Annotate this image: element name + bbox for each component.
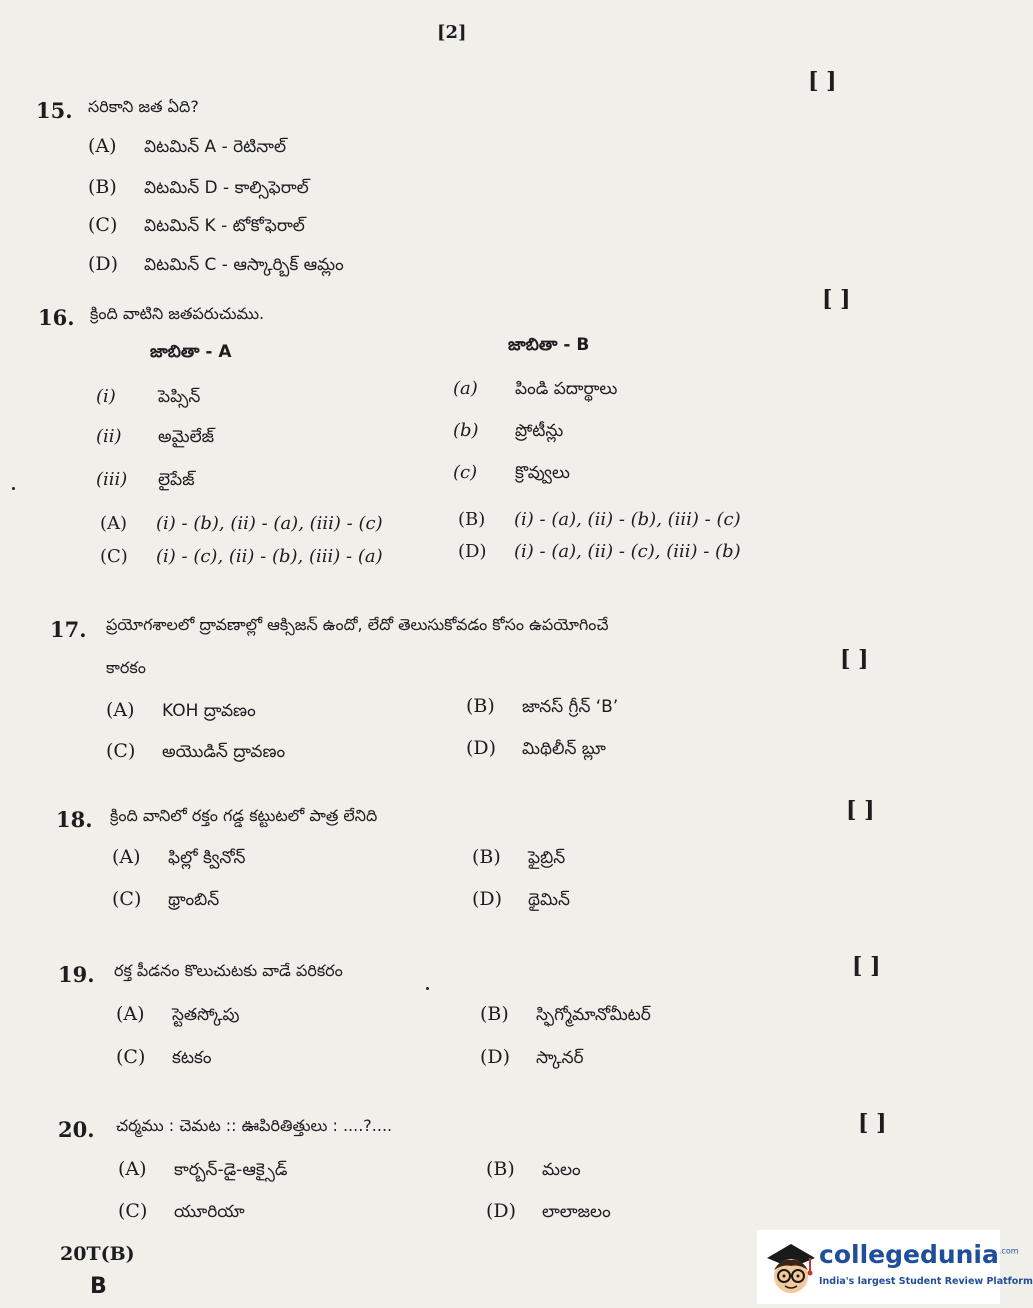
option-c	[100, 546, 383, 567]
option-c	[118, 1200, 245, 1226]
paper-code: 20T(B)	[60, 1243, 135, 1265]
option-d	[472, 888, 570, 914]
option-label: (D)	[486, 1200, 517, 1222]
option-label: (A)	[118, 1158, 147, 1180]
option-text: థ్రాంబిన్	[168, 890, 220, 910]
item-text: లైపేజ్	[158, 470, 195, 490]
option-text: ఫిల్లో క్వినోన్	[168, 848, 246, 868]
option-label: (A)	[112, 846, 141, 868]
option-a	[88, 135, 286, 161]
option-text: KOH ద్రావణం	[162, 701, 256, 721]
item-number: (iii)	[96, 469, 128, 490]
question-text: రక్త పీడనం కొలుచుటకు వాడే పరికరం	[114, 961, 343, 980]
answer-bracket: [ ]	[846, 797, 875, 823]
option-text: (i) - (a), (ii) - (c), (iii) - (b)	[514, 541, 741, 562]
option-d	[486, 1200, 611, 1226]
option-d	[458, 541, 741, 562]
option-text: స్కానర్	[536, 1048, 584, 1068]
question-text: క్రింది వానిలో రక్తం గడ్డ కట్టుటలో పాత్ర లేనిది	[110, 806, 378, 825]
option-label: (D)	[472, 888, 503, 910]
answer-bracket: [ ]	[822, 286, 851, 312]
list-a-item	[96, 426, 214, 451]
option-text: జానస్ గ్రీన్ ‘B’	[522, 697, 619, 717]
option-label: (D)	[458, 541, 487, 562]
option-a	[100, 513, 383, 534]
scan-speck	[426, 987, 429, 990]
option-text: యూరియా	[174, 1202, 245, 1222]
question-number: 19.	[58, 962, 95, 987]
option-label: (B)	[458, 509, 486, 530]
option-a	[118, 1158, 287, 1184]
question-number: 20.	[58, 1117, 95, 1142]
question-number: 15.	[36, 98, 73, 123]
option-text: విటమిన్ D - కాల్సిఫెరాల్	[144, 178, 309, 198]
logo-name-text: collegedunia	[819, 1240, 999, 1269]
option-b	[466, 695, 618, 721]
option-label: (A)	[116, 1003, 145, 1025]
answer-bracket: [ ]	[808, 68, 837, 94]
option-text: మిథిలీన్ బ్లూ	[522, 739, 606, 759]
option-label: (C)	[118, 1200, 148, 1222]
option-text: (i) - (b), (ii) - (a), (iii) - (c)	[156, 513, 383, 534]
option-text: విటమిన్ C - ఆస్కార్బిక్ ఆమ్లం	[144, 255, 344, 275]
option-text: (i) - (c), (ii) - (b), (iii) - (a)	[156, 546, 383, 567]
option-label: (B)	[472, 846, 501, 868]
option-label: (C)	[100, 546, 128, 567]
option-text: స్టెతస్కోపు	[172, 1005, 240, 1025]
list-a-item	[96, 469, 195, 494]
scan-speck	[12, 487, 15, 490]
question-text: ప్రయోగశాలలో ద్రావణాల్లో ఆక్సిజన్ ఉందో, లేదో తెలుసుకోవడం కోసం ఉపయోగించే	[106, 615, 609, 634]
question-text: క్రింది వాటిని జతపరుచుము.	[90, 304, 265, 323]
option-text: స్ఫిగ్మోమానోమీటర్	[536, 1005, 651, 1025]
item-number: (i)	[96, 386, 116, 407]
option-d	[466, 737, 606, 763]
list-b-title: జాబితా - B	[508, 335, 590, 355]
option-text: కార్బన్-డై-ఆక్సైడ్	[174, 1160, 288, 1180]
student-mascot-icon	[761, 1236, 819, 1298]
answer-bracket: [ ]	[840, 646, 869, 672]
option-a	[116, 1003, 240, 1029]
option-text: విటమిన్ K - టోకోఫెరాల్	[144, 216, 305, 236]
logo-wordmark	[819, 1240, 1019, 1269]
question-text: సరికాని జత ఏది?	[88, 97, 199, 116]
option-label: (D)	[88, 253, 119, 275]
answer-bracket: [ ]	[852, 953, 881, 979]
item-number: (c)	[453, 462, 478, 483]
option-c	[88, 214, 305, 240]
question-text-line2: కారకం	[106, 658, 146, 677]
answer-bracket: [ ]	[858, 1110, 887, 1136]
item-number: (ii)	[96, 426, 122, 447]
option-label: (B)	[480, 1003, 509, 1025]
option-label: (C)	[112, 888, 142, 910]
page-number: [2]	[437, 22, 467, 43]
option-label: (A)	[106, 699, 135, 721]
list-a-title: జాబితా - A	[150, 342, 232, 362]
item-text: పెప్సిన్	[158, 387, 201, 407]
item-text: క్రొవ్వులు	[515, 463, 570, 483]
logo-suffix: .com	[998, 1246, 1019, 1256]
option-text: ఫైబ్రిన్	[528, 848, 566, 868]
item-number: (b)	[453, 420, 479, 441]
option-b	[88, 176, 309, 202]
item-text: పిండి పదార్థాలు	[515, 379, 618, 399]
question-number: 16.	[38, 305, 75, 330]
option-text: లాలాజలం	[542, 1202, 611, 1222]
list-a-item	[96, 386, 200, 411]
option-a	[106, 699, 256, 725]
option-text: థైమిన్	[528, 890, 570, 910]
option-b	[472, 846, 565, 872]
question-number: 17.	[50, 617, 87, 642]
list-b-item	[453, 420, 563, 445]
item-text: ప్రోటీన్లు	[515, 421, 564, 441]
option-d	[88, 253, 344, 279]
option-label: (B)	[466, 695, 495, 717]
option-label: (B)	[88, 176, 117, 198]
option-text: విటమిన్ A - రెటినాల్	[144, 137, 287, 157]
option-c	[112, 888, 219, 914]
option-a	[112, 846, 245, 872]
collegedunia-logo	[757, 1230, 1033, 1304]
item-text: అమైలేజ్	[158, 427, 215, 447]
option-label: (D)	[466, 737, 497, 759]
question-number: 18.	[56, 807, 93, 832]
option-b	[486, 1158, 581, 1184]
option-text: కటకం	[172, 1048, 212, 1068]
option-c	[106, 740, 285, 766]
option-label: (B)	[486, 1158, 515, 1180]
option-label: (D)	[480, 1046, 511, 1068]
option-c	[116, 1046, 212, 1072]
option-label: (C)	[88, 214, 118, 236]
option-text: (i) - (a), (ii) - (b), (iii) - (c)	[514, 509, 741, 530]
option-b	[480, 1003, 651, 1029]
logo-tagline: India's largest Student Review Platform	[819, 1276, 1033, 1287]
list-b-item	[453, 378, 617, 403]
option-label: (C)	[116, 1046, 146, 1068]
option-d	[480, 1046, 584, 1072]
option-text: మలం	[542, 1160, 581, 1180]
paper-set: B	[90, 1274, 107, 1299]
item-number: (a)	[453, 378, 478, 399]
list-b-item	[453, 462, 570, 487]
question-text: చర్మము : చెమట :: ఊపిరితిత్తులు : ....?....	[116, 1116, 393, 1135]
option-label: (A)	[88, 135, 117, 157]
option-text: అయొడిన్ ద్రావణం	[162, 742, 286, 762]
option-b	[458, 509, 741, 530]
option-label: (A)	[100, 513, 128, 534]
option-label: (C)	[106, 740, 136, 762]
